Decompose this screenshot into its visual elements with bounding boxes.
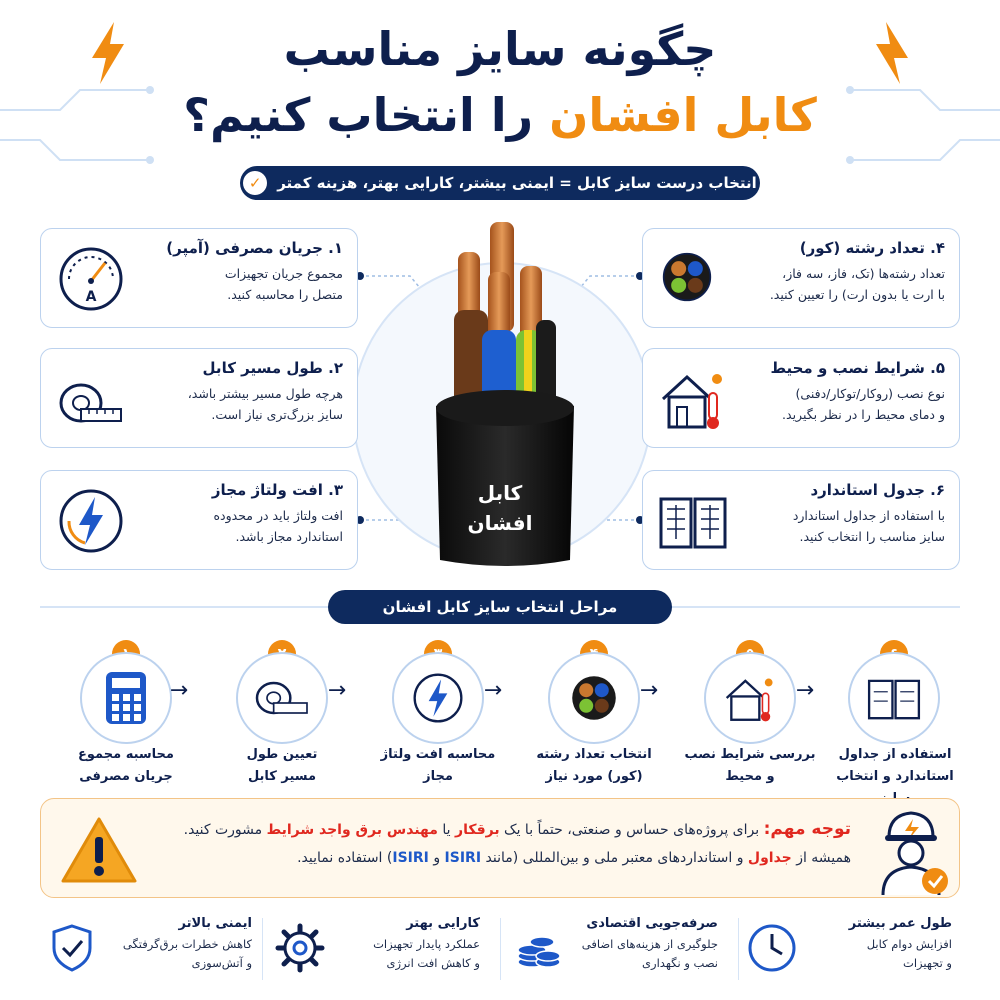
step-5 xyxy=(680,640,820,790)
step-label: انتخاب تعداد رشته (کور) مورد نیاز xyxy=(536,747,652,784)
warning-triangle-icon xyxy=(59,815,139,885)
steps-banner: مراحل انتخاب سایز کابل افشان xyxy=(328,590,672,624)
step-arrow: → xyxy=(169,678,189,703)
factor-text: تعداد رشته‌ها (تک، فاز، سه فاز، با ارت یا بدون ارت) را تعیین کنید. xyxy=(769,266,945,302)
benefit-title: طول عمر بیشتر xyxy=(848,916,952,931)
engineer-icon xyxy=(867,803,957,897)
factor-text: هرچه طول مسیر بیشتر باشد، سایز بزرگ‌تری نیاز است. xyxy=(187,386,343,422)
clock-icon xyxy=(746,922,798,974)
gear-icon xyxy=(274,922,326,974)
warning-line1: توجه مهم: برای پروژه‌های حساس و صنعتی، حتماً با یک برقکار یا مهندس برق واجد شرایط مشورت کنید. xyxy=(183,819,851,839)
benefit-economy xyxy=(506,912,726,990)
factor-title: ۲. طول مسیر کابل xyxy=(202,359,343,377)
factor-card-voltage-drop xyxy=(40,470,358,570)
step-icon-circle xyxy=(392,652,484,744)
factor-text: افت ولتاژ باید در محدوده استاندارد مجاز باشد. xyxy=(213,508,343,544)
lightning-icon xyxy=(55,485,127,557)
factor-card-length xyxy=(40,348,358,448)
factor-card-cores xyxy=(642,228,960,328)
shield-check-icon xyxy=(46,922,98,974)
cable-label xyxy=(452,478,548,538)
step-4 xyxy=(524,640,664,790)
lightning-icon xyxy=(410,670,466,726)
step-arrow: → xyxy=(327,678,347,703)
step-2 xyxy=(212,640,352,790)
standard-table-book-icon xyxy=(866,670,922,726)
benefit-text: افزایش دوام کابل و تجهیزات xyxy=(866,937,952,970)
title-highlight: کابل افشان xyxy=(549,88,817,142)
step-icon-circle xyxy=(548,652,640,744)
step-arrow: → xyxy=(483,678,503,703)
step-label: بررسی شرایط نصب و محیط xyxy=(684,747,816,784)
benefit-text: جلوگیری از هزینه‌های اضافی نصب و نگهداری xyxy=(581,937,718,970)
warning-line2: همیشه از جداول و استانداردهای معتبر ملی و بین‌المللی (مانند ISIRI و ISIRI) استفاده نمایید. xyxy=(297,850,851,866)
benefit-title: کارایی بهتر xyxy=(406,916,480,931)
calculator-icon xyxy=(100,670,152,726)
factor-title: ۶. جدول استاندارد xyxy=(810,481,945,499)
step-6 xyxy=(824,640,964,790)
factor-title: ۵. شرایط نصب و محیط xyxy=(770,359,945,377)
cable-label-line1: کابل xyxy=(477,481,523,505)
subtitle-text: انتخاب درست سایز کابل = ایمنی بیشتر، کارایی بهتر، هزینه کمتر xyxy=(277,174,757,192)
step-label: محاسبه افت ولتاژ مجاز xyxy=(380,747,496,784)
svg-text:A: A xyxy=(85,289,97,305)
standard-table-book-icon xyxy=(657,485,729,557)
step-icon-circle xyxy=(80,652,172,744)
step-arrow: → xyxy=(795,678,815,703)
steps-row xyxy=(40,640,960,790)
factor-text: با استفاده از جداول استاندارد سایز مناسب را انتخاب کنید. xyxy=(792,508,945,544)
step-icon-circle xyxy=(236,652,328,744)
tape-measure-icon xyxy=(55,363,127,435)
check-icon: ✓ xyxy=(243,171,267,195)
house-thermometer-icon xyxy=(657,363,729,435)
benefit-text: عملکرد پایدار تجهیزات و کاهش افت انرژی xyxy=(373,937,480,970)
tape-measure-icon xyxy=(252,673,312,723)
step-icon-circle xyxy=(704,652,796,744)
ammeter-gauge-icon xyxy=(55,243,127,315)
benefit-divider xyxy=(738,918,739,980)
step-arrow: → xyxy=(639,678,659,703)
step-3 xyxy=(368,640,508,790)
benefit-performance xyxy=(268,912,488,990)
factor-title: ۱. جریان مصرفی (آمپر) xyxy=(166,239,343,257)
warning-content xyxy=(151,815,851,872)
factor-title: ۴. تعداد رشته (کور) xyxy=(799,239,945,257)
benefit-title: صرفه‌جویی اقتصادی xyxy=(586,916,718,931)
factor-card-current xyxy=(40,228,358,328)
house-thermometer-icon xyxy=(722,670,778,726)
step-label: استفاده از جداول استاندارد و انتخاب xyxy=(836,747,954,784)
coins-stack-icon xyxy=(512,922,564,974)
factor-text: مجموع جریان تجهیزات متصل را محاسبه کنید. xyxy=(224,266,343,302)
step-icon-circle xyxy=(848,652,940,744)
factor-card-standard-table xyxy=(642,470,960,570)
step-label: محاسبه مجموع جریان مصرفی xyxy=(78,747,174,784)
cable-label-line2: افشان xyxy=(467,511,533,535)
step-1 xyxy=(56,640,196,790)
step-label: تعیین طول مسیر کابل xyxy=(246,747,318,784)
warning-title: توجه مهم: xyxy=(763,819,851,839)
title-rest: را انتخاب کنیم؟ xyxy=(183,88,534,142)
page-title-line1: چگونه سایز مناسب xyxy=(283,22,717,76)
factor-title: ۳. افت ولتاژ مجاز xyxy=(211,481,343,499)
factor-card-installation xyxy=(642,348,960,448)
benefit-safety xyxy=(40,912,260,990)
benefit-durability xyxy=(740,912,960,990)
benefit-divider xyxy=(500,918,501,980)
cable-cores-icon xyxy=(566,670,622,726)
benefit-divider xyxy=(262,918,263,980)
cable-cores-icon xyxy=(657,247,717,307)
benefit-title: ایمنی بالاتر xyxy=(178,916,252,931)
warning-box xyxy=(40,798,960,898)
factor-text: نوع نصب (روکار/توکار/دفنی) و دمای محیط را در نظر بگیرید. xyxy=(782,386,945,422)
benefit-text: کاهش خطرات برق‌گرفتگی و آتش‌سوزی xyxy=(122,937,252,970)
